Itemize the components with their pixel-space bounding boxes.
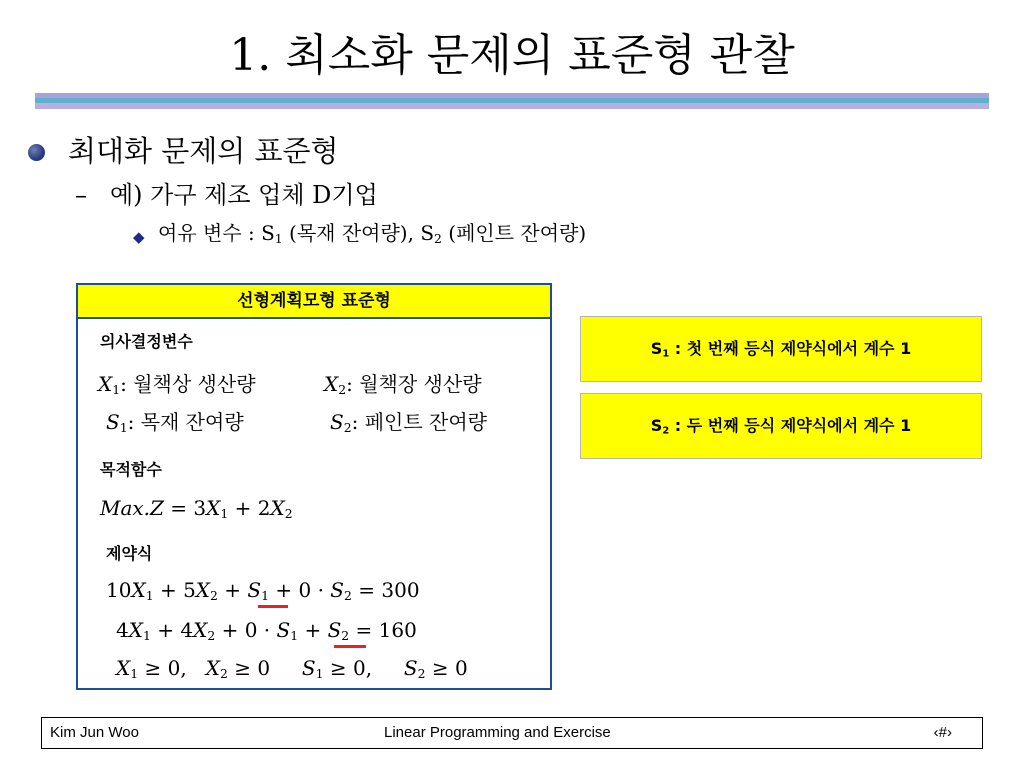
s2-underline [334,645,366,648]
var-x1-definition: $X_1$: 월책상 생산량 [98,372,256,398]
standard-form-box [76,283,552,690]
nonnegativity-constraints: $X_1 \ge 0$, $X_2 \ge 0$ $S_1 \ge 0$, $S_2 \ge 0$ [116,656,468,682]
bullet-level3-text: 여유 변수 : $S_1$ (목재 잔여량), $S_2$ (페인트 잔여량) [158,221,587,247]
note-s2: $S_2$ : 두 번째 등식 제약식에서 계수 1 [580,393,982,459]
var-s2-definition: $S_2$: 페인트 잔여량 [330,410,487,436]
objective-label: 목적함수 [100,460,162,479]
objective-function: $Max.Z = 3X_1 + 2X_2$ [100,496,293,522]
constraint-2: $4X_1 + 4X_2 + 0 \cdot S_1 + S_2 = 160$ [116,618,417,644]
slide-footer [41,717,983,749]
bullet-level1-text: 최대화 문제의 표준형 [68,134,339,168]
bullet-level2-text: 예) 가구 제조 업체 D기업 [110,181,378,209]
s1-underline [258,605,288,608]
decision-variables-label: 의사결정변수 [100,332,193,351]
footer-author: Kim Jun Woo [50,724,139,741]
standard-form-header: 선형계획모형 표준형 [78,285,550,319]
var-s1-definition: $S_1$: 목재 잔여량 [106,410,244,436]
slide-title: 1. 최소화 문제의 표준형 관찰 [229,30,795,81]
var-x2-definition: $X_2$: 월책장 생산량 [324,372,482,398]
footer-course: Linear Programming and Exercise [384,724,611,741]
constraint-1: $10X_1 + 5X_2 + S_1 + 0 \cdot S_2 = 300$ [106,578,420,604]
footer-page-number: ‹#› [933,724,952,741]
dash-icon: – [75,181,87,209]
note-s1: $S_1$ : 첫 번째 등식 제약식에서 계수 1 [580,316,982,382]
constraints-label: 제약식 [106,544,153,563]
bullet-dot-icon [28,144,45,161]
title-rule [35,93,989,109]
diamond-bullet-icon: ◆ [133,228,145,246]
